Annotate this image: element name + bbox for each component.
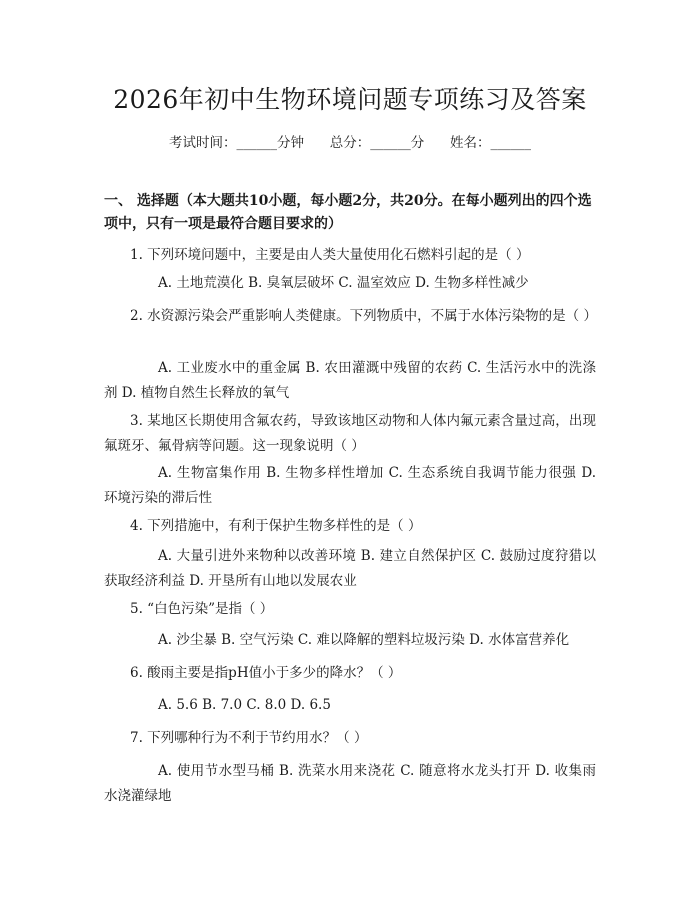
name-label: 姓名： [450,135,491,151]
question-stem: 7. 下列哪种行为不利于节约用水？（ ） [130,730,368,746]
question-stem: 1. 下列环境问题中，主要是由人类大量使用化石燃料引起的是（ ） [130,247,530,263]
question-options: A. 大量引进外来物种以改善环境 B. 建立自然保护区 C. 鼓励过度狩猎以获取经济利益 D. 开垦所有山地以发展农业 [104,548,596,589]
question-stem: 5. “白色污染”是指（ ） [130,601,274,617]
score-unit: 分 [410,135,425,151]
time-unit: 分钟 [277,135,304,151]
question-options: A. 土地荒漠化 B. 臭氧层破坏 C. 温室效应 D. 生物多样性减少 [158,275,529,291]
question-stem: 4. 下列措施中，有利于保护生物多样性的是（ ） [130,518,422,534]
question-options: A. 沙尘暴 B. 空气污染 C. 难以降解的塑料垃圾污染 D. 水体富营养化 [158,632,570,648]
time-label: 考试时间： [169,135,237,151]
question-options: A. 使用节水型马桶 B. 洗菜水用来浇花 C. 随意将水龙头打开 D. 收集雨水浇灌绿地 [104,763,596,804]
question-options: A. 5.6 B. 7.0 C. 8.0 D. 6.5 [158,697,331,713]
question-options: A. 工业废水中的重金属 B. 农田灌溉中残留的农药 C. 生活污水中的洗涤剂 D. 植物自然生长释放的氧气 [104,360,596,401]
time-blank: ______ [236,135,277,151]
page-title: 2026年初中生物环境问题专项练习及答案 [113,85,587,114]
exam-info-line [0,131,700,151]
question-stem: 2. 水资源污染会严重影响人类健康。下列物质中，不属于水体污染物的是（ ） [130,308,597,324]
score-blank: ______ [370,135,411,151]
score-label: 总分： [329,135,371,151]
question-stem: 3. 某地区长期使用含氟农药，导致该地区动物和人体内氟元素含量过高，出现氟斑牙、氟骨病等问题。这一现象说明（ ） [104,413,596,454]
section-heading: 一、 选择题（本大题共10小题，每小题2分，共20分。在每小题列出的四个选项中，只有一项是最符合题目要求的） [104,193,592,232]
question-options: A. 生物富集作用 B. 生物多样性增加 C. 生态系统自我调节能力很强 D. 环境污染的滞后性 [104,465,596,506]
question-stem: 6. 酸雨主要是指pH值小于多少的降水？（ ） [130,665,402,681]
name-blank: ______ [490,135,531,151]
